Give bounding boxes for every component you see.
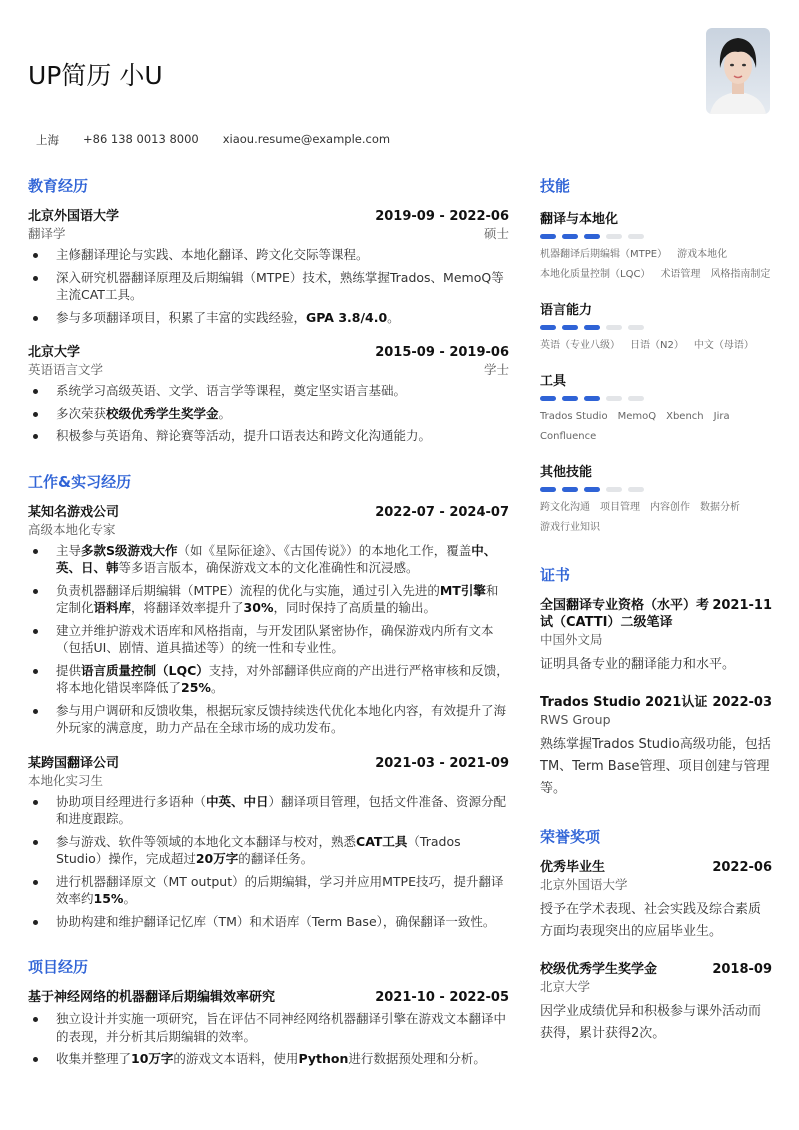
level-segment	[562, 396, 578, 401]
skill-tags	[540, 407, 772, 447]
award-org: 中国外文局	[540, 632, 603, 647]
list-item	[28, 269, 509, 304]
list-item	[28, 405, 509, 423]
entry-subtitle	[28, 225, 509, 242]
level-segment	[628, 325, 644, 330]
list-item	[28, 582, 509, 617]
skill-group	[540, 370, 772, 447]
award-description: 授予在学术表现、社会实践及综合素质方面均表现突出的应届毕业生。	[540, 902, 762, 939]
list-item	[28, 913, 509, 931]
list-item	[28, 833, 509, 868]
text: 积极参与英语角、辩论赛等活动，提升口语表达和跨文化沟通能力。	[56, 428, 432, 443]
location: 上海	[36, 133, 59, 147]
entry-date: 2021-03 - 2021-09	[375, 755, 509, 771]
bullet-list	[28, 246, 509, 326]
bullet-list	[28, 1010, 509, 1068]
text: 主修翻译理论与实践、本地化翻译、跨文化交际等课程。	[56, 247, 369, 262]
entry-role: 高级本地化专家	[28, 521, 116, 537]
text: 支持，对外部翻译供应商的产出进行严格审核和反馈，将本地化错误率降低了	[56, 662, 509, 695]
list-item	[28, 246, 509, 264]
entry-header	[28, 755, 509, 772]
award-date: 2022-03	[712, 695, 772, 710]
text: ，将翻译效率提升了	[131, 600, 244, 615]
text: 收集并整理了	[56, 1051, 132, 1066]
level-segment	[540, 234, 556, 239]
level-segment	[628, 396, 644, 401]
award-org: RWS Group	[540, 712, 611, 727]
skill-tag: MemoQ	[617, 411, 657, 422]
entry-role: 本地化实习生	[28, 772, 104, 788]
phone: +86 138 0013 8000	[83, 132, 199, 146]
skill-tag: Xbench	[666, 411, 704, 422]
projects-section	[28, 956, 509, 1068]
skill-tags	[540, 336, 772, 356]
honors-section	[540, 826, 772, 1045]
highlight-text: 校级优秀学生奖学金	[106, 405, 219, 421]
entry-title: 某跨国翻译公司	[28, 755, 120, 771]
level-segment	[606, 234, 622, 239]
list-item	[28, 427, 509, 445]
level-segment	[540, 325, 556, 330]
skill-name: 翻译与本地化	[540, 212, 619, 227]
entry-subtitle	[28, 361, 509, 378]
text: 参与用户调研和反馈收集，根据玩家反馈持续迭代优化本地化内容，有效提升了海外玩家的满意度，助力产品在全球市场的成功发布。	[56, 702, 507, 735]
award-header	[540, 961, 772, 978]
skill-tags	[540, 245, 772, 285]
main-column	[28, 175, 509, 1086]
section-title: 技能	[540, 177, 571, 195]
highlight-text: MT引擎	[439, 582, 486, 598]
entry-header	[28, 344, 509, 361]
skill-group	[540, 299, 772, 356]
entry-header	[28, 208, 509, 225]
text: 协助项目经理进行多语种（	[56, 793, 207, 809]
text: （如《星际征途》、《古国传说》）的本地化工作，覆盖	[177, 542, 472, 558]
list-item	[28, 1050, 509, 1068]
skill-level-meter	[540, 396, 772, 401]
level-segment	[628, 234, 644, 239]
highlight-text: 语料库	[93, 600, 132, 615]
skill-name: 语言能力	[540, 303, 593, 318]
text: 深入研究机器翻译原理及后期编辑（MTPE）技术，熟练掌握Trados、MemoQ等主流CAT工具。	[56, 269, 504, 302]
text: 进行数据预处理和分析。	[348, 1051, 486, 1066]
section-title: 项目经历	[28, 958, 89, 976]
bullet-list	[28, 542, 509, 737]
text: 协助构建和维护翻译记忆库（TM）和术语库（Term Base），确保翻译一致性。	[56, 913, 496, 929]
level-segment	[540, 396, 556, 401]
text: 。	[218, 405, 232, 421]
text: 多次荣获	[56, 405, 107, 421]
text: （Trados Studio）操作，完成超过	[56, 833, 461, 866]
text: 。	[210, 680, 224, 695]
entry-subtitle	[28, 772, 509, 789]
entry-degree: 学士	[483, 362, 509, 377]
highlight-text: Python	[298, 1051, 349, 1066]
award-description: 证明具备专业的翻译能力和水平。	[540, 657, 736, 672]
skill-group	[540, 208, 772, 285]
award-org: 北京大学	[540, 979, 591, 994]
skill-tag: 项目管理	[600, 502, 640, 513]
highlight-text: 中、英、日、韩	[56, 542, 497, 575]
entry-date: 2019-09 - 2022-06	[375, 209, 509, 224]
highlight-text: 15%	[93, 891, 124, 906]
award-item	[540, 694, 772, 800]
level-segment	[562, 325, 578, 330]
level-segment	[540, 487, 556, 492]
resume-header	[28, 56, 163, 92]
list-item	[28, 793, 509, 828]
list-item	[28, 1010, 509, 1045]
entry-title: 基于神经网络的机器翻译后期编辑效率研究	[28, 990, 276, 1005]
level-segment	[606, 396, 622, 401]
entry-title: 北京外国语大学	[28, 209, 120, 224]
skill-level-meter	[540, 234, 772, 239]
skills-section	[540, 175, 772, 538]
side-column	[540, 175, 772, 1063]
award-date: 2021-11	[712, 598, 772, 613]
text: 。	[387, 309, 400, 325]
list-item	[28, 662, 509, 697]
highlight-text: 20万字	[195, 851, 239, 866]
list-item	[28, 873, 509, 908]
level-segment	[562, 234, 578, 239]
highlight-text: 10万字	[131, 1051, 174, 1066]
skill-tag: Jira	[713, 411, 730, 422]
email: xiaou.resume@example.com	[222, 132, 391, 146]
text: 参与多项翻译项目，积累了丰富的实践经验，	[56, 309, 307, 325]
highlight-text: 30%	[243, 600, 274, 615]
level-segment	[562, 487, 578, 492]
award-item	[540, 961, 772, 1045]
level-segment	[584, 396, 600, 401]
level-segment	[606, 487, 622, 492]
text: 进行机器翻译原文（MT output）的后期编辑，学习并应用MTPE技巧，提升翻译效率约	[56, 873, 504, 906]
entry-degree: 硕士	[483, 226, 509, 241]
list-item	[28, 542, 509, 577]
entry-date: 2022-07 - 2024-07	[375, 504, 509, 520]
text: 等多语言版本，确保游戏文本的文化准确性和沉浸感。	[118, 560, 419, 575]
award-name: Trados Studio 2021认证	[540, 695, 708, 710]
skill-tag: 机器翻译后期编辑（MTPE）	[540, 249, 668, 260]
text: 负责机器翻译后期编辑（MTPE）流程的优化与实施，通过引入先进的	[56, 582, 440, 598]
skill-tag: 内容创作	[650, 502, 690, 513]
text: 的翻译任务。	[238, 851, 314, 866]
award-name: 优秀毕业生	[540, 860, 606, 875]
text: 建立并维护游戏术语库和风格指南，与开发团队紧密协作，确保游戏内所有文本（包括UI、剧情、道具描述等）的统一性和专业性。	[56, 622, 494, 655]
skill-tag: 数据分析	[700, 502, 740, 513]
highlight-text: 多款S级游戏大作	[81, 542, 178, 558]
work-section	[28, 471, 509, 931]
skill-name: 其他技能	[540, 465, 593, 480]
section-title: 荣誉奖项	[540, 828, 601, 846]
text: 主导	[56, 542, 82, 558]
award-date: 2018-09	[712, 962, 772, 977]
level-segment	[606, 325, 622, 330]
certificates-section	[540, 564, 772, 800]
level-segment	[584, 325, 600, 330]
highlight-text: 25%	[181, 680, 211, 695]
entry	[28, 989, 509, 1068]
award-item	[540, 597, 772, 676]
list-item	[28, 309, 509, 327]
skill-tag: 跨文化沟通	[540, 502, 590, 513]
award-name: 校级优秀学生奖学金	[540, 962, 658, 977]
text: ，同时保持了高质量的输出。	[273, 600, 436, 615]
text: 的游戏文本语料，使用	[173, 1051, 299, 1066]
skill-tag: 游戏行业知识	[540, 522, 600, 533]
skill-tag: 英语（专业八级）	[540, 340, 620, 351]
section-title: 教育经历	[28, 177, 89, 195]
skill-tag: Trados Studio	[540, 411, 608, 422]
entry-header	[28, 504, 509, 521]
skill-group	[540, 461, 772, 538]
contact-info	[36, 132, 390, 148]
skill-tag: 游戏本地化	[677, 249, 728, 260]
entry-date: 2015-09 - 2019-06	[375, 345, 509, 360]
entry-title: 某知名游戏公司	[28, 504, 120, 520]
level-segment	[628, 487, 644, 492]
entry	[28, 344, 509, 445]
award-header	[540, 859, 772, 876]
entry	[28, 208, 509, 326]
award-header	[540, 597, 772, 631]
entry-subtitle	[28, 521, 509, 538]
entry	[28, 504, 509, 737]
bullet-list	[28, 793, 509, 931]
skill-tag: 风格指南制定	[710, 269, 771, 280]
highlight-text: 中英、中日	[206, 793, 269, 809]
award-org: 北京外国语大学	[540, 877, 628, 892]
award-description: 因学业成绩优异和积极参与课外活动而获得，累计获得2次。	[540, 1004, 762, 1041]
award-header	[540, 694, 772, 711]
skill-level-meter	[540, 487, 772, 492]
award-item	[540, 859, 772, 943]
entry-title: 北京大学	[28, 345, 81, 360]
entry	[28, 755, 509, 931]
text: ）翻译项目管理，包括文件准备、资源分配和进度跟踪。	[56, 793, 507, 826]
skill-level-meter	[540, 325, 772, 330]
bullet-list	[28, 382, 509, 445]
entry-role: 英语语言文学	[28, 362, 104, 377]
list-item	[28, 702, 509, 737]
text: 系统学习高级英语、文学、语言学等课程，奠定坚实语言基础。	[56, 383, 407, 398]
section-title: 证书	[540, 566, 571, 584]
text: 提供	[56, 662, 82, 678]
skill-tag: 中文（母语）	[693, 340, 754, 351]
highlight-text: 语言质量控制（LQC）	[81, 662, 209, 678]
skill-tags	[540, 498, 772, 538]
award-description: 熟练掌握Trados Studio高级功能，包括TM、Term Base管理、项目创建与管理等。	[540, 737, 771, 796]
level-segment	[584, 487, 600, 492]
entry-date: 2021-10 - 2022-05	[375, 990, 509, 1005]
profile-photo	[706, 28, 770, 114]
highlight-text: CAT工具	[356, 833, 408, 849]
list-item	[28, 622, 509, 657]
skill-tag: Confluence	[540, 431, 597, 442]
entry-header	[28, 989, 509, 1006]
skill-tag: 日语（N2）	[630, 340, 684, 351]
text: 和定制化	[56, 582, 499, 615]
candidate-name: UP简历 小U	[28, 61, 163, 90]
award-name: 全国翻译专业资格（水平）考试（CATTI）二级笔译	[540, 598, 710, 630]
level-segment	[584, 234, 600, 239]
skill-tag: 本地化质量控制（LQC）	[540, 269, 651, 280]
skill-tag: 术语管理	[660, 269, 701, 280]
text: 参与游戏、软件等领域的本地化文本翻译与校对，熟悉	[56, 833, 357, 849]
text: 独立设计并实施一项研究，旨在评估不同神经网络机器翻译引擎在游戏文本翻译中的表现，并分析其后期编辑的效率。	[56, 1011, 507, 1044]
list-item	[28, 382, 509, 400]
highlight-text: GPA 3.8/4.0	[306, 309, 388, 325]
text: 。	[123, 891, 136, 906]
entry-role: 翻译学	[28, 226, 66, 241]
skill-name: 工具	[540, 374, 567, 389]
award-date: 2022-06	[712, 860, 772, 875]
education-section	[28, 175, 509, 445]
section-title: 工作&实习经历	[28, 472, 132, 491]
